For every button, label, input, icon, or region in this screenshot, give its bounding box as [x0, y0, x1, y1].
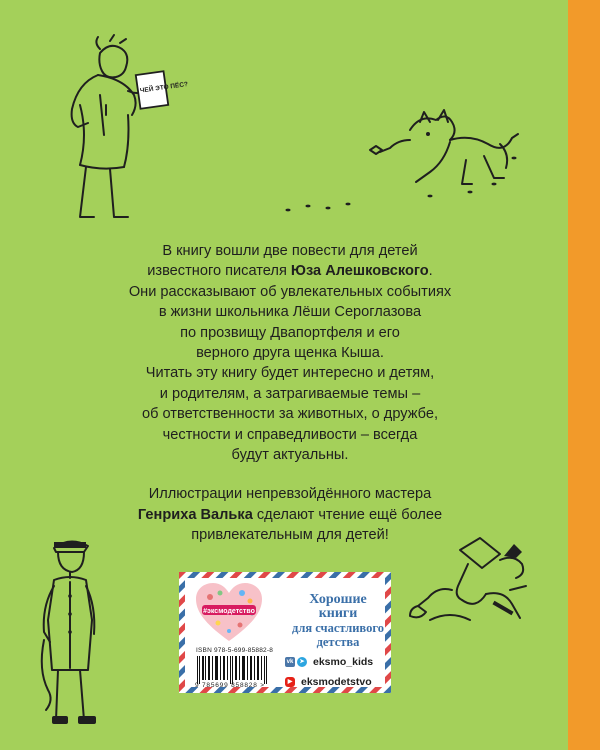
policeman-illustration	[24, 530, 114, 740]
description-line: и родителям, а затрагиваемые темы –	[159, 385, 421, 402]
social-handle[interactable]: eksmodetstvo	[301, 676, 372, 688]
sign-text: ЧЕЙ ЭТО ПЁС?	[139, 80, 189, 95]
card-body	[185, 578, 385, 687]
author-name: Юза Алешковского	[290, 263, 429, 280]
running-figure-illustration	[400, 530, 540, 640]
heart-label: #эксмодетство	[203, 608, 255, 615]
description-line: честности и справедливости – всегда	[162, 426, 418, 443]
book-spine	[568, 0, 600, 750]
man-with-sign-illustration	[40, 35, 189, 225]
illustrator-line: Иллюстрации непревзойдённого мастера	[148, 486, 432, 503]
vk-icon[interactable]: vk	[286, 659, 294, 665]
card-title: Хорошие книги для счастливого детства	[292, 592, 384, 649]
description-line: об ответственности за животных, о дружбе,	[141, 406, 439, 423]
youtube-icon[interactable]: ▶	[285, 677, 295, 687]
promo-card	[179, 572, 391, 693]
illustrator-line: Генриха Валька сделают чтение ещё более	[137, 506, 443, 523]
description-line: Читать эту книгу будет интересно и детям,	[145, 365, 435, 382]
social-row-kids[interactable]	[285, 656, 373, 668]
illustrator-line: привлекательным для детей!	[191, 527, 389, 544]
dog-illustration	[270, 100, 540, 220]
description-line: верного друга щенка Кыша.	[196, 345, 384, 362]
description-line: В книгу вошли две повести для детей	[162, 243, 418, 259]
description-line: будут актуальны.	[231, 447, 349, 464]
description-line: в жизни школьника Лёши Сероглазова	[158, 304, 422, 321]
description-line: известного писателя Юза Алешковского.	[147, 263, 433, 280]
barcode	[195, 656, 271, 684]
book-description	[90, 241, 490, 546]
social-row-detstvo[interactable]	[285, 676, 372, 688]
description-line: Они рассказывают об увлекательных событиях	[128, 283, 452, 300]
heart-icon	[194, 581, 264, 643]
telegram-icon[interactable]: ➤	[297, 657, 307, 667]
barcode-number: 9 785699 858828 >	[195, 682, 265, 689]
illustrator-name: Генриха Валька	[137, 506, 253, 523]
isbn: ISBN 978-5-699-85882-8	[196, 647, 274, 654]
social-handle[interactable]: eksmo_kids	[313, 656, 374, 668]
description-line: по прозвищу Двапортфеля и его	[180, 324, 400, 341]
